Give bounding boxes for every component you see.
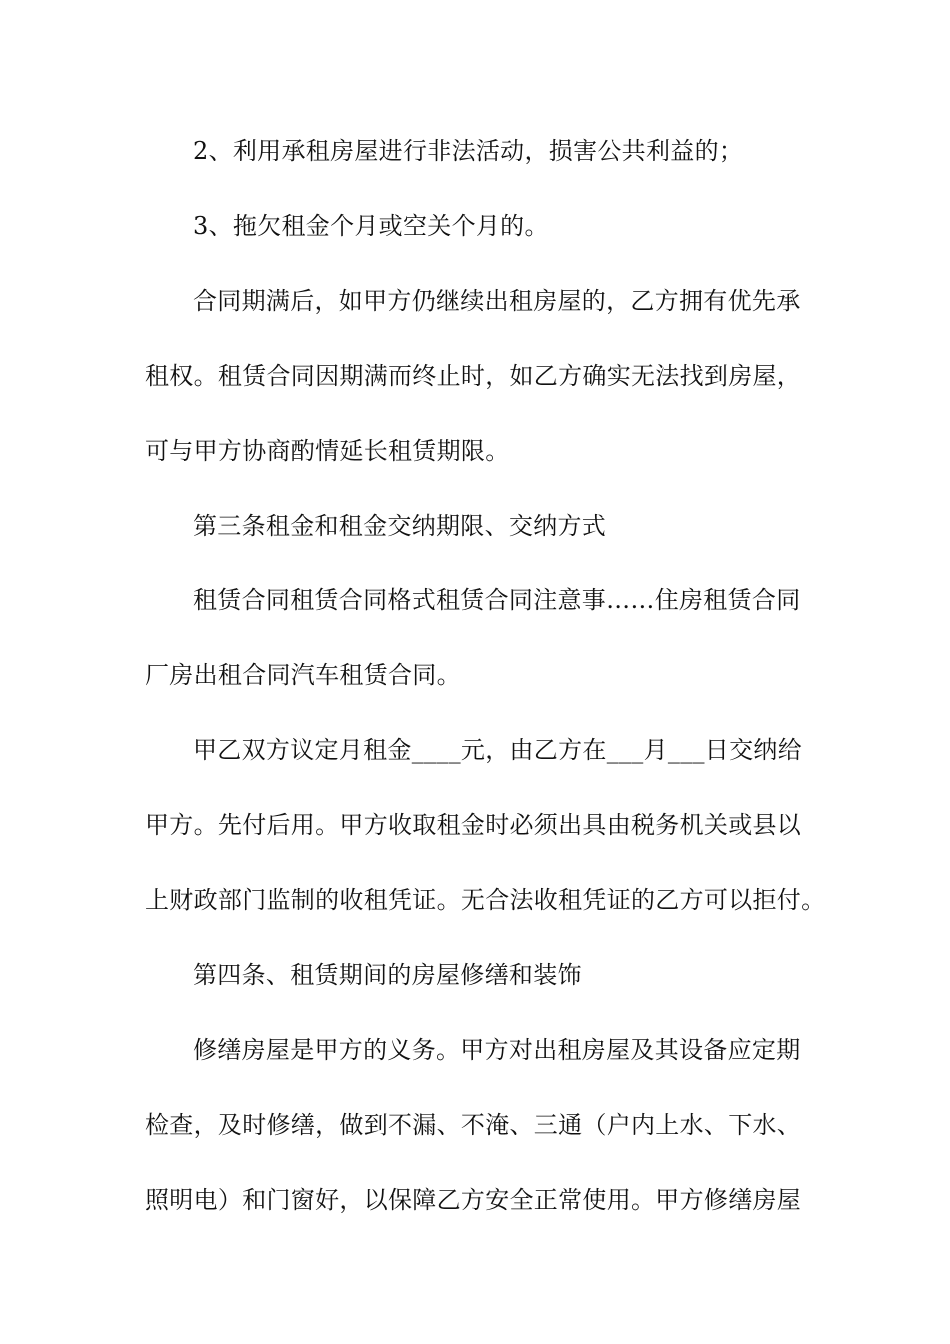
paragraph-line: 可与甲方协商酌情延长租赁期限。 bbox=[145, 437, 510, 465]
paragraph-line: 合同期满后，如甲方仍继续出租房屋的，乙方拥有优先承 bbox=[193, 287, 801, 315]
paragraph-line: 租赁合同租赁合同格式租赁合同注意事……住房租赁合同 bbox=[193, 586, 801, 614]
paragraph-line: 甲乙双方议定月租金____元，由乙方在___月___日交纳给 bbox=[193, 736, 802, 764]
section-heading: 第三条租金和租金交纳期限、交纳方式 bbox=[193, 512, 607, 540]
paragraph-line: 照明电）和门窗好，以保障乙方安全正常使用。甲方修缮房屋 bbox=[145, 1186, 802, 1214]
paragraph-line: 3、拖欠租金个月或空关个月的。 bbox=[193, 212, 549, 240]
paragraph-line: 租权。租赁合同因期满而终止时，如乙方确实无法找到房屋， bbox=[145, 362, 802, 390]
paragraph-line: 2、利用承租房屋进行非法活动，损害公共利益的； bbox=[193, 137, 744, 165]
paragraph-line: 甲方。先付后用。甲方收取租金时必须出具由税务机关或县以 bbox=[145, 811, 802, 839]
paragraph-line: 检查，及时修缮，做到不漏、不淹、三通（户内上水、下水、 bbox=[145, 1111, 802, 1139]
paragraph-line: 厂房出租合同汽车租赁合同。 bbox=[145, 661, 461, 689]
section-heading: 第四条、租赁期间的房屋修缮和装饰 bbox=[193, 961, 582, 989]
paragraph-line: 上财政部门监制的收租凭证。无合法收租凭证的乙方可以拒付。 bbox=[145, 886, 826, 914]
paragraph-line: 修缮房屋是甲方的义务。甲方对出租房屋及其设备应定期 bbox=[193, 1036, 801, 1064]
